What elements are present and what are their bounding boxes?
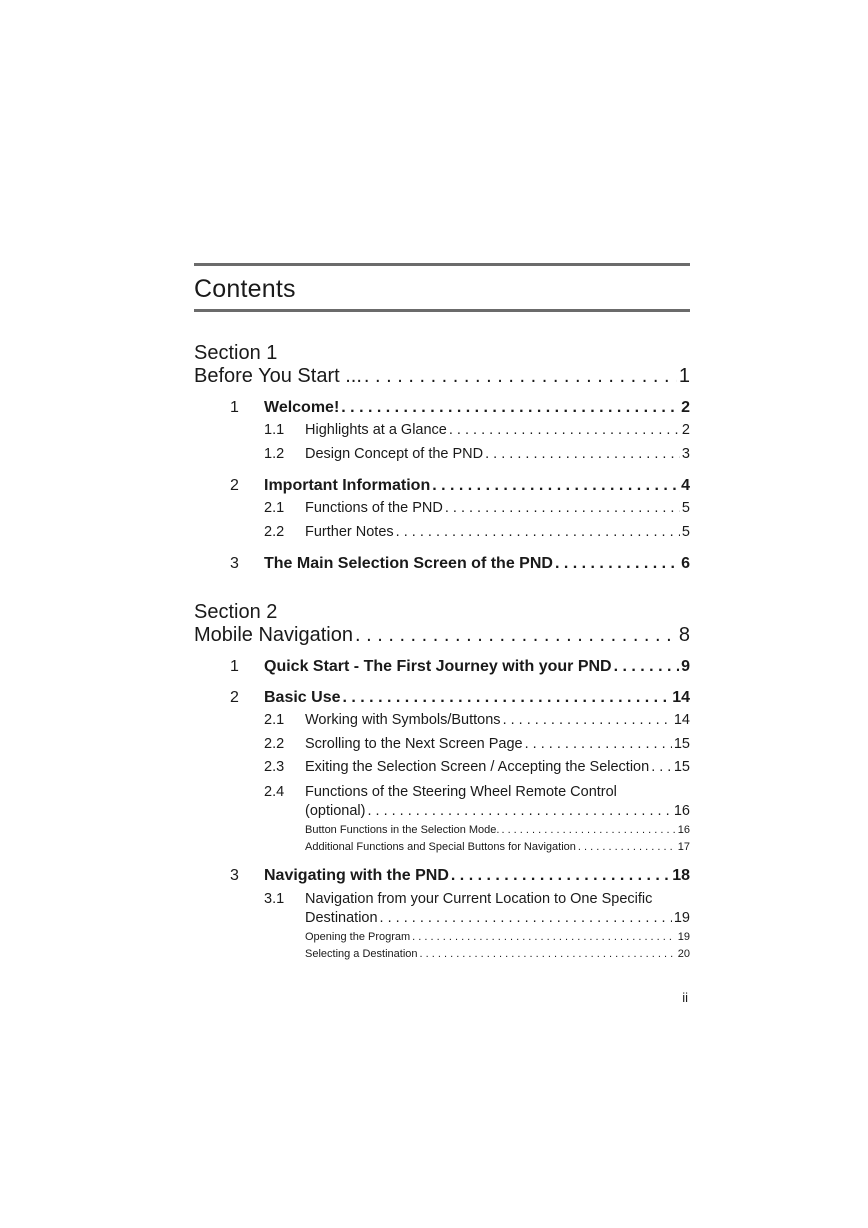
page-ref: 6	[681, 555, 690, 572]
minor-title: Additional Functions and Special Buttons for Navigation	[305, 840, 576, 853]
minor-title: Button Functions in the Selection Mode.	[305, 823, 500, 836]
subsection-title: Functions of the PND	[305, 500, 443, 516]
dot-leader	[501, 822, 675, 839]
toc-entry-minor[interactable]	[194, 839, 690, 856]
section-1	[194, 342, 690, 575]
toc-entry-subsection[interactable]	[194, 497, 690, 521]
subsection-title-line2-row	[305, 802, 690, 822]
page-ref: 16	[677, 823, 690, 836]
page-ref: 4	[681, 477, 690, 494]
subsection-number: 2.3	[264, 759, 285, 775]
page-ref: 2	[681, 422, 690, 438]
page-ref: 15	[673, 735, 690, 752]
subsection-title: Scrolling to the Next Screen Page	[305, 735, 523, 752]
page-ref: 18	[672, 866, 690, 884]
toc-entry-subsection[interactable]	[194, 733, 690, 757]
toc-entry-subsection[interactable]	[194, 890, 690, 929]
dot-leader	[651, 756, 672, 780]
page-ref: 3	[681, 445, 690, 462]
dot-leader	[355, 623, 677, 647]
subsection-title: Further Notes	[305, 523, 394, 540]
toc-entry-subsection[interactable]	[194, 783, 690, 822]
dot-leader	[412, 929, 676, 946]
contents-heading: Contents	[194, 275, 296, 303]
subsection-number: 2.1	[264, 500, 285, 516]
dot-leader	[341, 397, 679, 419]
subsection-title-line1: Navigation from your Current Location to One Specific	[305, 890, 653, 907]
toc-entry-minor[interactable]	[194, 929, 690, 946]
toc-entry-chapter[interactable]	[194, 687, 690, 709]
page-ref: 19	[673, 910, 690, 926]
subsection-number: 3.1	[264, 890, 285, 907]
toc-page	[194, 263, 690, 963]
toc-entry-section-title[interactable]	[194, 623, 690, 647]
toc-entry-chapter[interactable]	[194, 397, 690, 419]
chapter-title: Quick Start - The First Journey with your PND	[264, 658, 612, 675]
subsection-number: 2.2	[264, 735, 285, 752]
dot-leader	[396, 521, 680, 545]
chapter-number: 1	[230, 658, 239, 675]
section-title: Mobile Navigation	[194, 624, 353, 646]
page-ref: 14	[672, 689, 690, 706]
subsection-title: Design Concept of the PND	[305, 445, 484, 462]
dot-leader	[578, 839, 676, 856]
minor-title: Selecting a Destination	[305, 947, 418, 960]
subsection-body	[305, 890, 690, 929]
subsection-title-line2: (optional)	[305, 803, 366, 819]
page-ref: 19	[677, 930, 690, 943]
footer-page-number: ii	[682, 990, 688, 1005]
dot-leader	[449, 419, 680, 443]
section-2	[194, 601, 690, 963]
toc-entry-subsection[interactable]	[194, 521, 690, 545]
subsection-number: 1.1	[264, 422, 285, 438]
page-ref: 5	[681, 523, 690, 540]
dot-leader	[380, 909, 672, 929]
subsection-number: 2.4	[264, 783, 285, 800]
dot-leader	[614, 656, 679, 678]
chapter-title: The Main Selection Screen of the PND	[264, 555, 553, 572]
page-ref: 14	[673, 712, 690, 728]
toc-entry-chapter[interactable]	[194, 475, 690, 497]
page-ref: 20	[677, 947, 690, 960]
chapter-title: Important Information	[264, 477, 431, 494]
section-label: Section 2	[194, 601, 278, 623]
toc-entry-chapter[interactable]	[194, 656, 690, 678]
dot-leader	[367, 802, 671, 822]
subsection-title: Highlights at a Glance	[305, 422, 447, 438]
page-ref: 5	[681, 500, 690, 516]
page-ref: 8	[678, 624, 690, 646]
dot-leader	[451, 865, 670, 887]
dot-leader	[343, 687, 671, 709]
subsection-number: 2.2	[264, 523, 285, 540]
subsection-title-line1: Functions of the Steering Wheel Remote Control	[305, 783, 617, 800]
minor-title: Opening the Program	[305, 930, 411, 943]
subsection-title: Working with Symbols/Buttons	[305, 712, 501, 728]
section-title: Before You Start ...	[194, 365, 362, 387]
dot-leader	[525, 733, 672, 757]
toc-entry-chapter[interactable]	[194, 865, 690, 887]
dot-leader	[555, 553, 679, 575]
toc-entry-subsection[interactable]	[194, 443, 690, 467]
chapter-number: 1	[230, 399, 239, 416]
toc-entry-chapter[interactable]	[194, 553, 690, 575]
subsection-number: 1.2	[264, 445, 285, 462]
page-ref: 16	[673, 803, 690, 819]
page-ref: 2	[681, 399, 690, 416]
subsection-number: 2.1	[264, 712, 285, 728]
dot-leader	[445, 497, 680, 521]
toc-entry-subsection[interactable]	[194, 709, 690, 733]
chapter-number: 3	[230, 555, 239, 572]
dot-leader	[503, 709, 672, 733]
chapter-number: 3	[230, 866, 239, 884]
subsection-title-line2: Destination	[305, 910, 378, 926]
toc-entry-subsection[interactable]	[194, 419, 690, 443]
page-ref: 1	[678, 365, 690, 387]
subsection-body	[305, 783, 690, 822]
chapter-title: Welcome!	[264, 399, 340, 416]
chapter-number: 2	[230, 689, 239, 706]
toc-entry-minor[interactable]	[194, 822, 690, 839]
chapter-title: Basic Use	[264, 689, 341, 706]
heading-rule	[194, 309, 690, 312]
page-ref: 9	[681, 658, 690, 675]
toc-entry-minor[interactable]	[194, 946, 690, 963]
toc-entry-section-title[interactable]	[194, 364, 690, 388]
dot-leader	[420, 946, 676, 963]
dot-leader	[432, 475, 679, 497]
page-ref: 15	[673, 759, 690, 775]
top-rule	[194, 263, 690, 266]
chapter-number: 2	[230, 477, 239, 494]
toc-entry-subsection[interactable]	[194, 756, 690, 780]
chapter-title: Navigating with the PND	[264, 866, 449, 884]
dot-leader	[485, 443, 680, 467]
section-label: Section 1	[194, 342, 278, 364]
page-ref: 17	[677, 840, 690, 853]
dot-leader	[364, 364, 677, 388]
subsection-title-line2-row	[305, 909, 690, 929]
subsection-title: Exiting the Selection Screen / Accepting the Selection	[305, 759, 650, 775]
